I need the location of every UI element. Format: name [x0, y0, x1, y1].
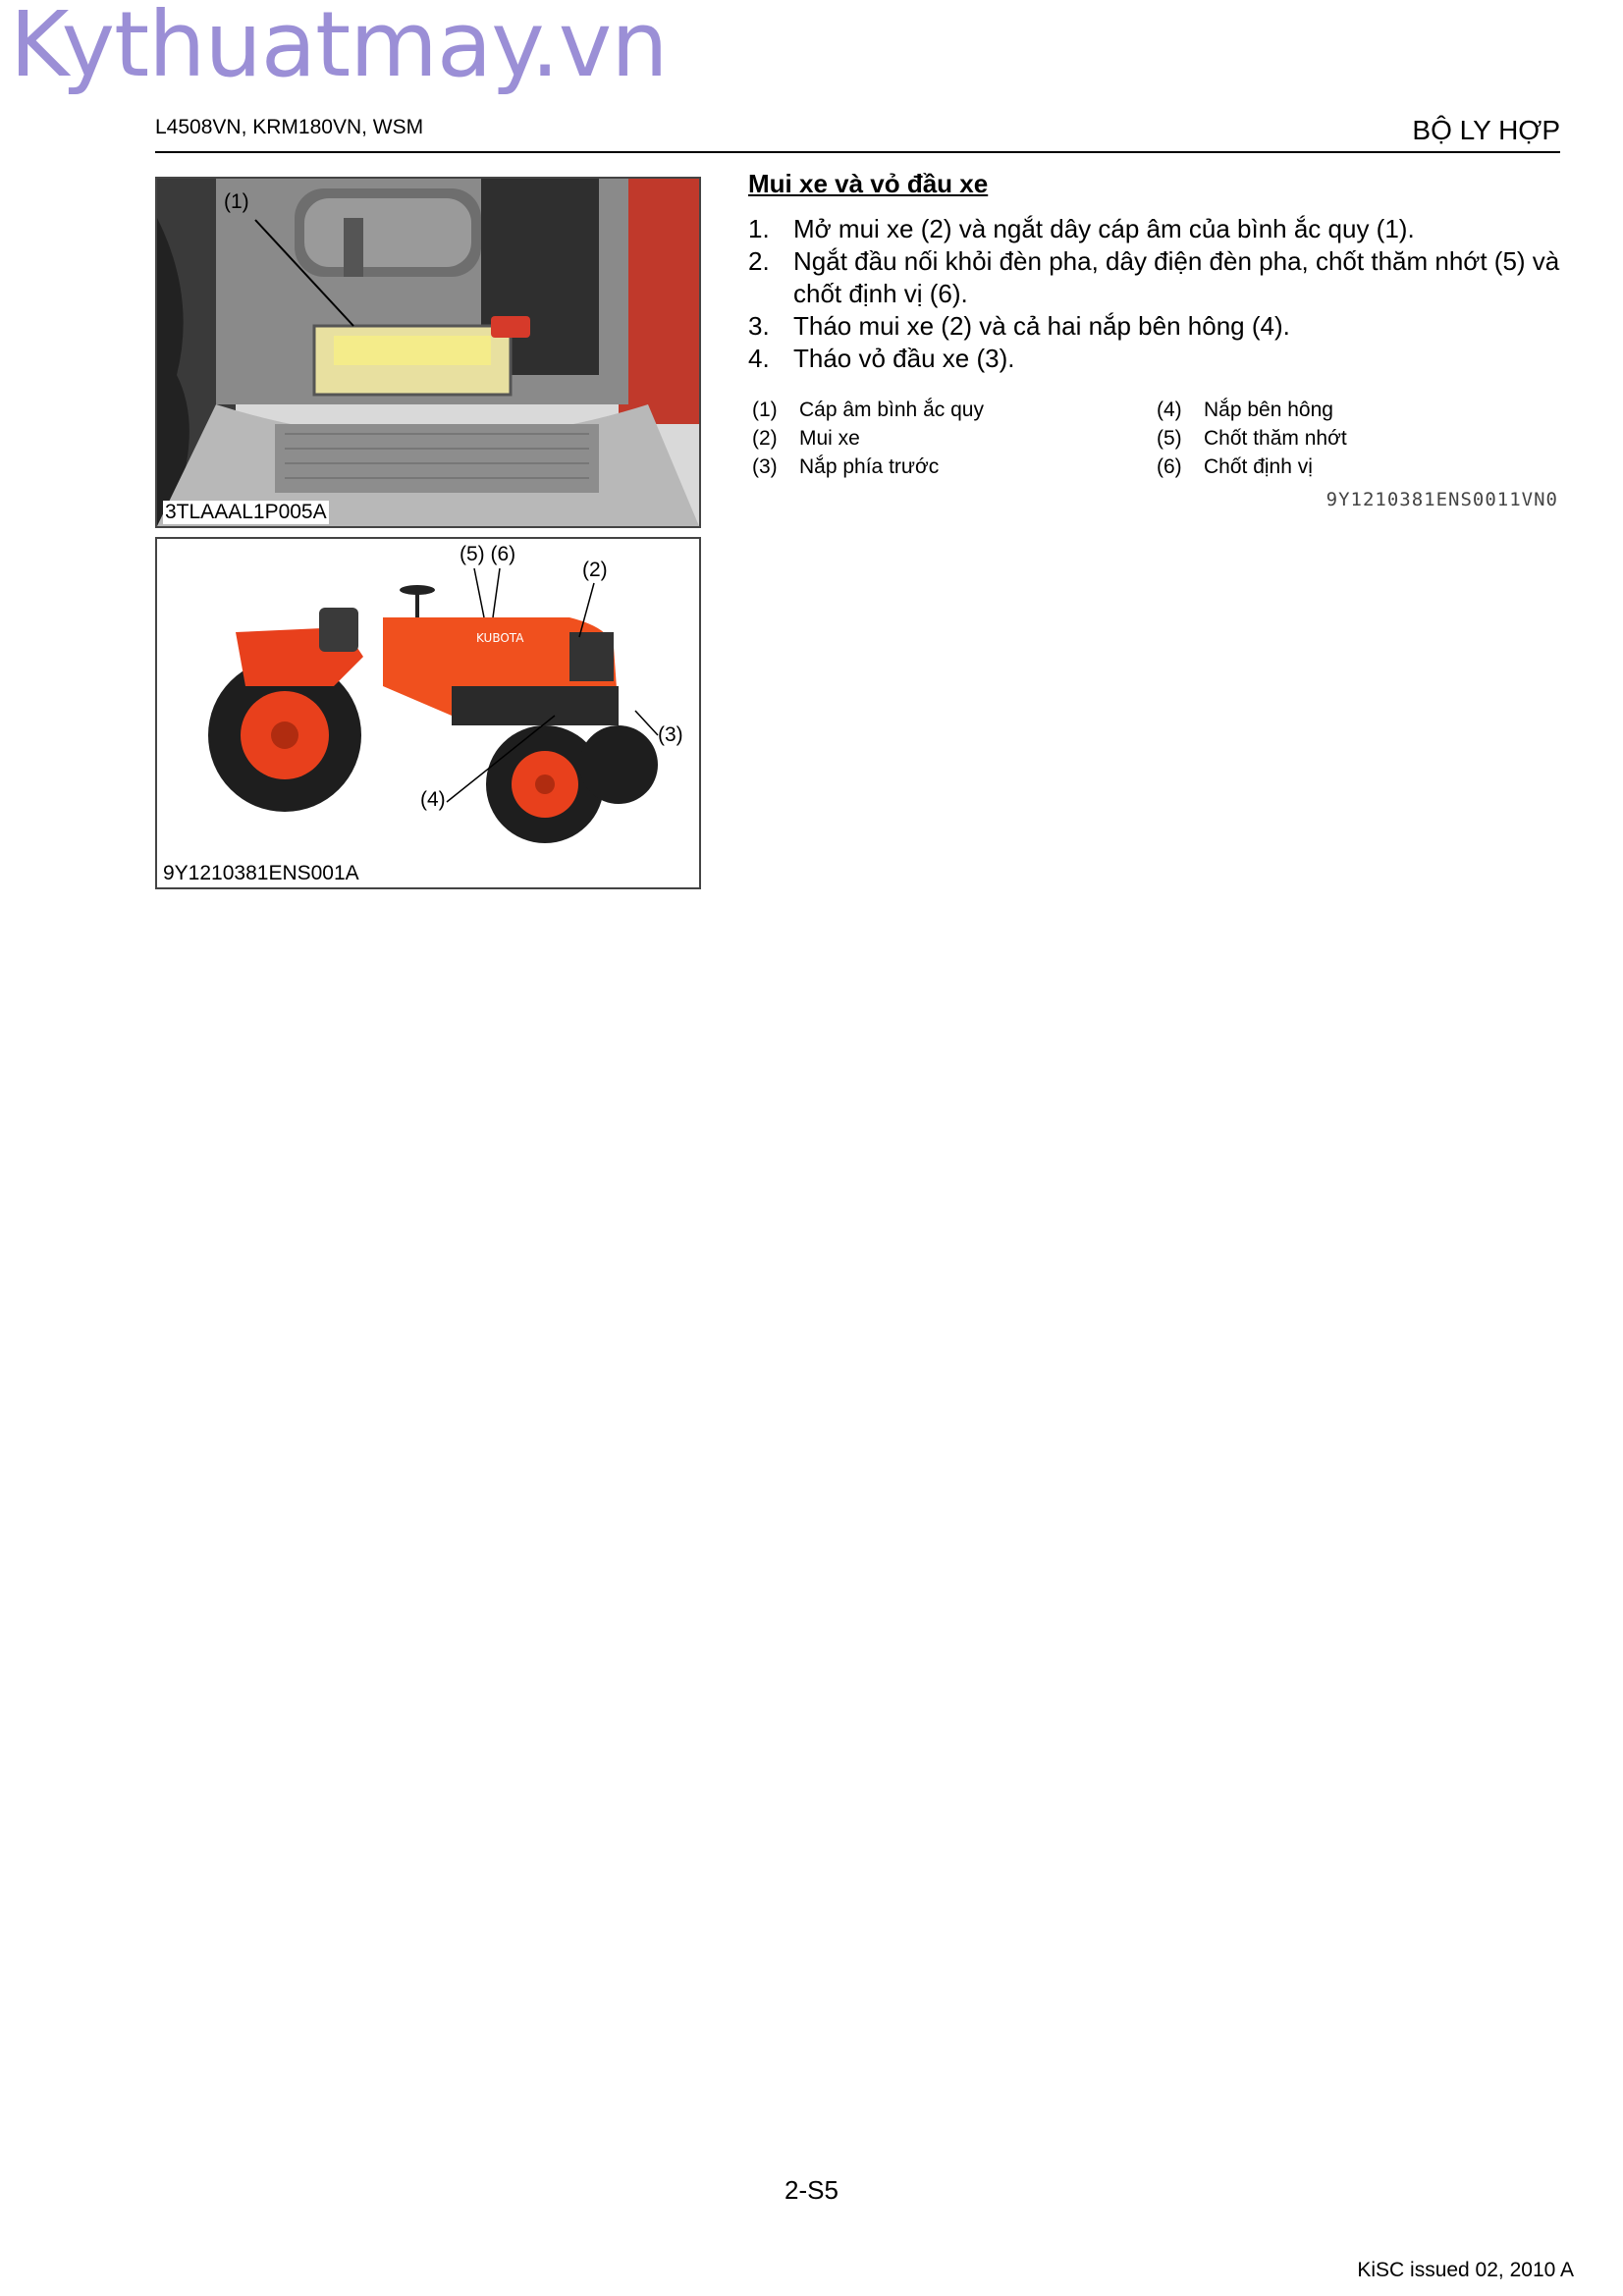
step-text: Ngắt đầu nối khỏi đèn pha, dây điện đèn pha, chốt thăm nhớt (5) và chốt định vị (6).: [793, 246, 1560, 308]
legend-index: (6): [1157, 455, 1182, 478]
legend-index: (1): [752, 399, 778, 421]
callout-1: (1): [224, 190, 249, 213]
tractor-illustration: [157, 539, 699, 887]
procedure-section: [748, 169, 1563, 375]
callout-4: (4): [420, 788, 446, 811]
footer-issue: KiSC issued 02, 2010 A: [1357, 2259, 1574, 2281]
figure-battery-photo: [155, 177, 701, 528]
callout-3: (3): [658, 723, 683, 746]
legend-label: Nắp phía trước: [799, 455, 940, 478]
legend-row: [1157, 453, 1347, 481]
legend-row: [1157, 424, 1347, 453]
legend-index: (4): [1157, 399, 1182, 421]
step-number: 4.: [748, 344, 770, 373]
figure-tractor-photo: [155, 537, 701, 889]
callout-2: (2): [582, 559, 608, 581]
legend-label: Nắp bên hông: [1204, 399, 1333, 421]
procedure-title: Mui xe và vỏ đầu xe: [748, 169, 989, 198]
step-number: 3.: [748, 311, 770, 341]
step-item: [748, 343, 1563, 375]
step-text: Tháo vỏ đầu xe (3).: [793, 344, 1015, 373]
step-text: Tháo mui xe (2) và cả hai nắp bên hông (4).: [793, 311, 1290, 341]
legend-index: (5): [1157, 427, 1182, 450]
legend-label: Chốt định vị: [1204, 455, 1313, 478]
legend-label: Mui xe: [799, 427, 860, 450]
legend-row: [1157, 396, 1347, 424]
step-number: 2.: [748, 246, 770, 276]
kubota-decal: KUBOTA: [476, 631, 524, 645]
step-item: [748, 310, 1563, 343]
figure2-code: 9Y1210381ENS001A: [163, 862, 359, 884]
watermark-logo: Kythuatmay.vn: [10, 0, 668, 97]
step-number: 1.: [748, 214, 770, 243]
legend-column-left: [752, 396, 984, 481]
legend-row: [752, 424, 984, 453]
legend-index: (2): [752, 427, 778, 450]
legend-label: Cáp âm bình ắc quy: [799, 399, 984, 421]
document-code: 9Y1210381ENS0011VN0: [1325, 489, 1558, 510]
header-section-title: BỘ LY HỢP: [1412, 115, 1560, 145]
step-text: Mở mui xe (2) và ngắt dây cáp âm của bình ắc quy (1).: [793, 214, 1415, 243]
legend-label: Chốt thăm nhớt: [1204, 427, 1347, 450]
legend-row: [752, 453, 984, 481]
legend-index: (3): [752, 455, 778, 478]
header-rule: [155, 151, 1560, 153]
step-item: [748, 213, 1563, 245]
page-number: 2-S5: [784, 2175, 839, 2205]
step-item: [748, 245, 1563, 310]
figure1-code: 3TLAAAL1P005A: [165, 501, 327, 523]
legend-row: [752, 396, 984, 424]
header-models: L4508VN, KRM180VN, WSM: [155, 116, 424, 138]
procedure-steps: [748, 213, 1563, 375]
battery-illustration: [157, 179, 699, 526]
legend-column-right: [1157, 396, 1347, 481]
callout-5-6: (5) (6): [460, 543, 516, 565]
